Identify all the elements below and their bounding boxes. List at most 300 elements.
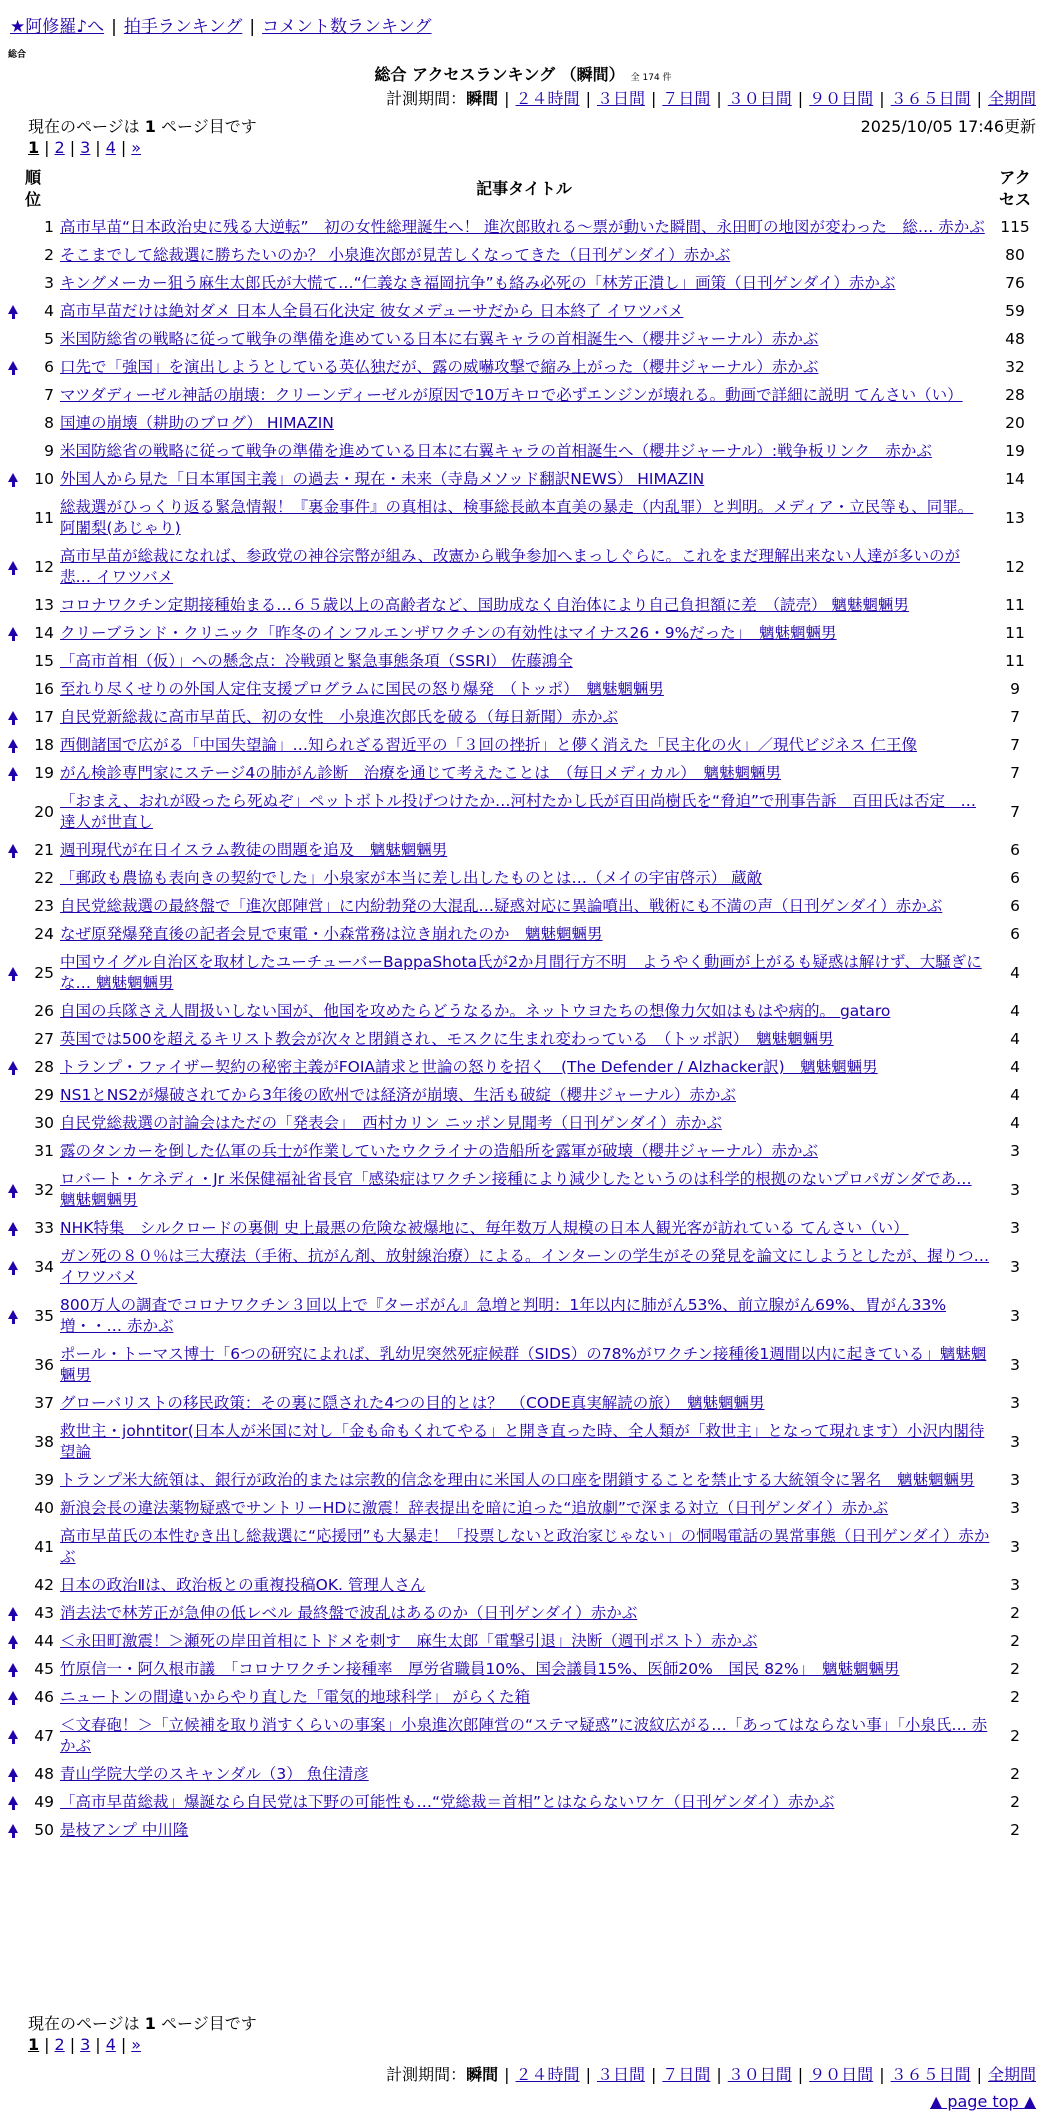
title-cell <box>58 543 990 592</box>
title-cell <box>58 760 990 788</box>
period-selector-top <box>386 86 1036 109</box>
rank-number: 8 <box>44 414 55 432</box>
rank-number: 5 <box>44 330 55 348</box>
separator: | <box>879 89 885 108</box>
period-link[interactable]: 全期間 <box>987 2065 1036 2084</box>
rank-change-cell <box>8 298 26 326</box>
title-cell <box>58 1026 990 1054</box>
page-title <box>0 62 1046 85</box>
up-arrow-icon <box>8 739 18 748</box>
table-row <box>8 410 1040 438</box>
title-cell <box>58 732 990 760</box>
article-link[interactable]: NHK特集 シルクロードの裏側 史上最悪の危険な被爆地に、毎年数万人規模の日本人観光客が訪れている てんさい（い） <box>60 1219 909 1237</box>
rank-number: 11 <box>34 508 55 527</box>
rank-change-cell <box>8 592 26 620</box>
rank-change-cell <box>8 1761 26 1789</box>
access-count: 115 <box>1000 218 1030 236</box>
access-count: 3 <box>1010 1355 1020 1374</box>
rank-number: 38 <box>34 1432 55 1451</box>
rank-number: 28 <box>34 1058 55 1076</box>
access-count: 2 <box>1010 1660 1020 1678</box>
article-link[interactable]: 是枝アンプ 中川隆 <box>60 1821 189 1839</box>
title-cell <box>58 494 990 543</box>
article-link[interactable]: コロナワクチン定期接種始まる…６５歳以上の高齢者など、国助成なく自治体により自己負担額に差 （読売） 魑魅魍魎男 <box>60 596 909 614</box>
table-row <box>8 326 1040 354</box>
rank-change-cell <box>8 676 26 704</box>
title-cell <box>58 865 990 893</box>
article-link[interactable]: がん検診専門家にステージ4の肺がん診断 治療を通じて考えたことは （毎日メディカル） 魑魅魍魎男 <box>60 764 782 782</box>
article-link[interactable]: 竹原信一・阿久根市議 「コロナワクチン接種率 厚労省職員10%、国会議員15%、医師20% 国民 82%」 魑魅魍魎男 <box>60 1660 900 1678</box>
separator: | <box>797 89 804 108</box>
comment-ranking-link[interactable]: コメント数ランキング <box>262 17 432 37</box>
rank-number: 1 <box>44 218 55 236</box>
rank-change-cell <box>8 1026 26 1054</box>
access-count: 3 <box>1010 1257 1020 1276</box>
rank-change-cell <box>8 1523 26 1572</box>
up-arrow-icon <box>8 627 18 636</box>
rank-change-cell <box>8 543 26 592</box>
up-arrow-icon <box>8 1730 18 1739</box>
table-row <box>8 1138 1040 1166</box>
separator: | <box>879 2065 885 2084</box>
access-count: 4 <box>1010 1002 1020 1020</box>
title-cell <box>58 998 990 1026</box>
table-row <box>8 704 1040 732</box>
rank-number: 23 <box>34 897 55 915</box>
rank-number: 31 <box>34 1142 55 1160</box>
rank-number: 39 <box>34 1471 55 1489</box>
rank-change-cell <box>8 270 26 298</box>
period-link[interactable]: 全期間 <box>987 89 1036 108</box>
rank-change-cell <box>8 1054 26 1082</box>
access-count: 76 <box>1005 274 1025 292</box>
period-link[interactable]: ７日間 <box>662 89 711 108</box>
up-arrow-icon <box>8 305 18 314</box>
table-row <box>8 1761 1040 1789</box>
access-count: 3 <box>1010 1394 1020 1412</box>
rank-number: 44 <box>34 1632 55 1650</box>
access-count: 7 <box>1010 708 1020 726</box>
title-cell <box>58 1684 990 1712</box>
rank-change-cell <box>8 410 26 438</box>
title-cell <box>58 949 990 998</box>
rank-change-cell <box>8 648 26 676</box>
page-top-link-container <box>930 2092 1036 2111</box>
period-selector-bottom <box>386 2062 1036 2085</box>
table-row <box>8 1110 1040 1138</box>
article-link[interactable]: そこまでして総裁選に勝ちたいのか？ 小泉進次郎が見苦しくなってきた（日刊ゲンダイ）赤かぶ <box>60 246 731 264</box>
rank-number: 27 <box>34 1030 55 1048</box>
table-row <box>8 760 1040 788</box>
access-count: 3 <box>1010 1180 1020 1199</box>
rank-change-cell <box>8 865 26 893</box>
separator: | <box>976 89 982 108</box>
rank-number: 6 <box>44 358 55 376</box>
article-link[interactable]: キングメーカー狙う麻生太郎氏が大慌て…“仁義なき福岡抗争”も絡み必死の「林芳正潰し」画策（日刊ゲンダイ）赤かぶ <box>60 274 896 292</box>
page-info-number: 1 <box>144 117 156 136</box>
rank-change-cell <box>8 921 26 949</box>
title-cell <box>58 704 990 732</box>
pager-next-link[interactable]: » <box>131 2035 142 2054</box>
rank-change-cell <box>8 214 26 242</box>
period-link[interactable]: ３０日間 <box>727 2065 792 2084</box>
access-count: 6 <box>1010 841 1020 859</box>
title-cell <box>58 1292 990 1341</box>
article-link[interactable]: 英国では500を超えるキリスト教会が次々と閉鎖され、モスクに生まれ変わっている （トッポ訳） 魑魅魍魎男 <box>60 1030 834 1048</box>
article-link[interactable]: 自国の兵隊さえ人間扱いしない国が、他国を攻めたらどうなるか。ネットウヨたちの想像力欠如はもはや病的。 gataro <box>60 1002 891 1020</box>
rank-number: 48 <box>34 1765 55 1783</box>
access-count: 11 <box>1005 596 1025 614</box>
rank-number: 30 <box>34 1114 55 1132</box>
rank-number: 24 <box>34 925 55 943</box>
rank-number: 2 <box>44 246 55 264</box>
rank-change-cell <box>8 438 26 466</box>
rank-number: 50 <box>34 1821 55 1839</box>
title-cell <box>58 298 990 326</box>
separator: | <box>716 2065 722 2084</box>
table-row <box>8 270 1040 298</box>
title-cell <box>58 1341 990 1390</box>
table-row <box>8 214 1040 242</box>
article-link[interactable]: 新浪会長の違法薬物疑惑でサントリーHDに激震！辞表提出を暗に迫った“追放劇”で深まる対立（日刊ゲンダイ）赤かぶ <box>60 1499 889 1517</box>
table-row <box>8 1215 1040 1243</box>
table-row <box>8 1082 1040 1110</box>
article-link[interactable]: クリーブランド・クリニック「昨冬のインフルエンザワクチンの有効性はマイナス26・9%だった」 魑魅魍魎男 <box>60 624 837 642</box>
rank-change-cell <box>8 1243 26 1292</box>
table-row <box>8 949 1040 998</box>
title-cell <box>58 326 990 354</box>
article-link[interactable]: 国連の崩壊（耕助のブログ） HIMAZIN <box>60 414 334 432</box>
period-link[interactable]: ３６５日間 <box>890 2065 971 2084</box>
article-link[interactable]: 総裁選がひっくり返る緊急情報！『裏金事件』の真相は、検事総長畝本直美の暴走（内乱罪）と判明。メディア・立民等も、同罪。 阿闍梨(あじゃり) <box>60 498 974 537</box>
access-count: 4 <box>1010 1114 1020 1132</box>
table-row <box>8 732 1040 760</box>
rank-number: 34 <box>34 1257 55 1276</box>
page-info-bottom <box>28 2011 257 2034</box>
up-arrow-icon <box>8 767 18 776</box>
pager-link[interactable]: 2 <box>54 2035 65 2054</box>
table-row <box>8 466 1040 494</box>
separator: | <box>650 2065 657 2084</box>
table-row <box>8 921 1040 949</box>
article-link[interactable]: トランプ・ファイザー契約の秘密主義がFOIA請求と世論の怒りを招く (The Defender / Alzhacker訳) 魑魅魍魎男 <box>60 1058 878 1076</box>
rank-number: 14 <box>34 624 55 642</box>
up-arrow-icon <box>8 361 18 370</box>
access-count: 2 <box>1010 1765 1020 1783</box>
article-link[interactable]: マツダディーゼル神話の崩壊：クリーンディーゼルが原因で10万キロで必ずエンジンが壊れる。動画で詳細に説明 てんさい（い） <box>60 386 963 404</box>
access-count: 4 <box>1010 963 1020 982</box>
top-navigation <box>10 12 432 37</box>
period-link[interactable]: ３日間 <box>596 2065 645 2084</box>
rank-change-cell <box>8 620 26 648</box>
table-row <box>8 837 1040 865</box>
access-count: 4 <box>1010 1058 1020 1076</box>
separator: | <box>44 138 50 157</box>
pager-link[interactable]: 4 <box>105 138 116 157</box>
article-link[interactable]: 高市早苗が総裁になれば、参政党の神谷宗幣が組み、改憲から戦争参加へまっしぐらに。これをまだ理解出来ない人達が多いのが悲… イワツバメ <box>60 547 960 586</box>
pager-link[interactable]: 3 <box>80 138 91 157</box>
title-cell <box>58 893 990 921</box>
rank-change-cell <box>8 1467 26 1495</box>
article-link[interactable]: ニュートンの間違いからやり直した「電気的地球科学」 がらくた箱 <box>60 1688 530 1706</box>
article-link[interactable]: 救世主・johntitor(日本人が米国に対し「金も命もくれてやる」と開き直った時、全人類が「救世主」となって現れます）小沢内閣待望論 <box>60 1422 985 1461</box>
rank-change-cell <box>8 788 26 837</box>
article-link[interactable]: 高市早苗だけは絶対ダメ 日本人全員石化決定 彼女メデューサだから 日本終了 イワツバメ <box>60 302 684 320</box>
pager-current: 1 <box>28 2035 40 2054</box>
article-link[interactable]: 「高市早苗総裁」爆誕なら自民党は下野の可能性も…“党総裁＝首相”とはならないワケ（日刊ゲンダイ）赤かぶ <box>60 1793 835 1811</box>
pager-link[interactable]: 3 <box>80 2035 91 2054</box>
access-count: 7 <box>1010 736 1020 754</box>
up-arrow-icon <box>8 967 18 976</box>
article-link[interactable]: 口先で「強国」を演出しようとしている英仏独だが、露の威嚇攻撃で縮み上がった（櫻井ジャーナル）赤かぶ <box>60 358 819 376</box>
table-row <box>8 298 1040 326</box>
period-link[interactable]: ７日間 <box>662 2065 711 2084</box>
article-link[interactable]: 日本の政治Ⅱは、政治板との重複投稿OK. 管理人さん <box>60 1576 426 1594</box>
rank-change-cell <box>8 1110 26 1138</box>
access-count: 19 <box>1005 442 1025 460</box>
table-row <box>8 242 1040 270</box>
article-link[interactable]: 自民党総裁選の最終盤で「進次郎陣営」に内紛勃発の大混乱…疑惑対応に異論噴出、戦術にも不満の声（日刊ゲンダイ）赤かぶ <box>60 897 943 915</box>
separator: | <box>120 138 127 157</box>
access-count: 3 <box>1010 1537 1020 1556</box>
access-count: 48 <box>1005 330 1025 348</box>
article-link[interactable]: NS1とNS2が爆破されてから3年後の欧州では経済が崩壊、生活も破綻（櫻井ジャーナル）赤かぶ <box>60 1086 736 1104</box>
rank-change-cell <box>8 494 26 543</box>
rank-number: 32 <box>34 1180 55 1199</box>
access-count: 2 <box>1010 1726 1020 1745</box>
table-row <box>8 620 1040 648</box>
access-count: 80 <box>1005 246 1025 264</box>
access-count: 13 <box>1005 508 1025 527</box>
rank-change-cell <box>8 1628 26 1656</box>
page-info-number: 1 <box>144 2014 156 2033</box>
rank-number: 16 <box>34 680 55 698</box>
article-link[interactable]: ポール・トーマス博士「6つの研究によれば、乳幼児突然死症候群（SIDS）の78%がワクチン接種後1週間以内に起きている」魑魅魍魎男 <box>60 1345 987 1384</box>
title-cell <box>58 466 990 494</box>
article-link[interactable]: 西側諸国で広がる「中国失望論」…知られざる習近平の「３回の挫折」と儚く消えた「民主化の火」／現代ビジネス 仁王像 <box>60 736 917 754</box>
rank-number: 33 <box>34 1219 55 1237</box>
article-link[interactable]: 自民党総裁選の討論会はただの「発表会」 西村カリン ニッポン見聞考（日刊ゲンダイ）赤かぶ <box>60 1114 722 1132</box>
article-link[interactable]: 800万人の調査でコロナワクチン３回以上で『ターボがん』急増と判明：1年以内に肺がん53%、前立腺がん69%、胃がん33%増・・… 赤かぶ <box>60 1296 947 1335</box>
title-cell <box>58 1166 990 1215</box>
access-count: 11 <box>1005 624 1025 642</box>
article-link[interactable]: 週刊現代が在日イスラム教徒の問題を追及 魑魅魍魎男 <box>60 841 448 859</box>
separator: | <box>585 89 591 108</box>
access-count: 32 <box>1005 358 1025 376</box>
page-info-suffix: ページ目です <box>155 117 257 136</box>
pager-next-link[interactable]: » <box>131 138 142 157</box>
period-link[interactable]: ９０日間 <box>809 2065 874 2084</box>
total-count: 全 174 件 <box>630 73 672 83</box>
applause-ranking-link[interactable]: 拍手ランキング <box>123 17 243 37</box>
title-cell <box>58 382 990 410</box>
period-current: 瞬間 <box>466 89 499 108</box>
page-top-link[interactable]: ▲ page top ▲ <box>929 2092 1036 2111</box>
title-cell <box>58 1243 990 1292</box>
rank-number: 17 <box>34 708 55 726</box>
page-info-top <box>28 114 257 137</box>
rank-change-cell <box>8 1341 26 1390</box>
title-cell <box>58 214 990 242</box>
rank-change-cell <box>8 1138 26 1166</box>
article-link[interactable]: 自民党新総裁に高市早苗氏、初の女性 小泉進次郎氏を破る（毎日新聞）赤かぶ <box>60 708 619 726</box>
rank-change-cell <box>8 1789 26 1817</box>
article-link[interactable]: なぜ原発爆発直後の記者会見で東電・小森常務は泣き崩れたのか 魑魅魍魎男 <box>60 925 603 943</box>
rank-number: 26 <box>34 1002 55 1020</box>
rank-number: 29 <box>34 1086 55 1104</box>
article-link[interactable]: 中国ウイグル自治区を取材したユーチューバーBappaShota氏が2か月間行方不明 ようやく動画が上がるも疑惑は解けず、大騒ぎにな… 魑魅魍魎男 <box>60 953 982 992</box>
article-link[interactable]: トランプ米大統領は、銀行が政治的または宗教的信念を理由に米国人の口座を閉鎖することを禁止する大統領令に署名 魑魅魍魎男 <box>60 1471 975 1489</box>
rank-number: 40 <box>34 1499 55 1517</box>
up-arrow-icon <box>8 1635 18 1644</box>
rank-number: 25 <box>34 963 55 982</box>
table-row <box>8 543 1040 592</box>
separator: | <box>69 138 76 157</box>
rank-change-cell <box>8 760 26 788</box>
article-link[interactable]: 「郵政も農協も表向きの契約でした」小泉家が本当に差し出したものとは…（メイの宇宙啓示） 蔵敵 <box>60 869 763 887</box>
up-arrow-icon <box>8 1222 18 1231</box>
period-link[interactable]: ９０日間 <box>809 89 874 108</box>
article-link[interactable]: 高市早苗氏の本性むき出し総裁選に“応援団”も大暴走！「投票しないと政治家じゃない」の恫喝電話の異常事態（日刊ゲンダイ）赤かぶ <box>60 1527 990 1566</box>
up-arrow-icon <box>8 1061 18 1070</box>
rank-number: 13 <box>34 596 55 614</box>
access-count: 3 <box>1010 1306 1020 1325</box>
table-row <box>8 1789 1040 1817</box>
rank-number: 42 <box>34 1576 55 1594</box>
access-count: 4 <box>1010 1030 1020 1048</box>
separator: | <box>111 17 117 37</box>
rank-number: 36 <box>34 1355 55 1374</box>
article-link[interactable]: ガン死の８０％は三大療法（手術、抗がん剤、放射線治療）による。インターンの学生がその発見を論文にしようとしたが、握りつ… イワツバメ <box>60 1247 990 1286</box>
period-link[interactable]: ２４時間 <box>515 89 580 108</box>
rank-number: 4 <box>44 302 55 320</box>
separator: | <box>504 89 510 108</box>
separator: | <box>249 17 256 37</box>
article-link[interactable]: グローバリストの移民政策：その裏に隠された4つの目的とは？ （CODE真実解読の旅） 魑魅魍魎男 <box>60 1394 765 1412</box>
title-cell <box>58 1523 990 1572</box>
title-cell <box>58 1215 990 1243</box>
separator: | <box>69 2035 76 2054</box>
period-link[interactable]: ２４時間 <box>515 2065 580 2084</box>
article-link[interactable]: ロバート・ケネディ・Jr 米保健福祉省長官「感染症はワクチン接種により減少したというのは科学的根拠のないプロパガンダであ… 魑魅魍魎男 <box>60 1170 972 1209</box>
title-cell <box>58 1467 990 1495</box>
rank-number: 20 <box>34 802 55 821</box>
access-count: 3 <box>1010 1576 1020 1594</box>
rank-change-cell <box>8 1166 26 1215</box>
up-arrow-icon <box>8 844 18 853</box>
article-link[interactable]: 「高市首相（仮）」への懸念点：冷戦頭と緊急事態条項（SSRI） 佐藤鴻全 <box>60 652 573 670</box>
table-row <box>8 893 1040 921</box>
title-cell <box>58 1138 990 1166</box>
title-cell <box>58 1712 990 1761</box>
rank-change-cell <box>8 1656 26 1684</box>
title-cell <box>58 620 990 648</box>
article-link[interactable]: 青山学院大学のスキャンダル（3） 魚住清彦 <box>60 1765 369 1783</box>
title-cell <box>58 1054 990 1082</box>
period-link[interactable]: ３０日間 <box>727 89 792 108</box>
table-row <box>8 1467 1040 1495</box>
article-link[interactable]: ＜永田町激震！＞瀬死の岸田首相にトドメを刺す 麻生太郎「電撃引退」決断（週刊ポスト）赤かぶ <box>60 1632 758 1650</box>
separator: | <box>120 2035 127 2054</box>
up-arrow-icon <box>8 1796 18 1805</box>
rank-change-cell <box>8 837 26 865</box>
separator: | <box>95 138 101 157</box>
article-link[interactable]: ＜文春砲！＞「立候補を取り消すくらいの事案」小泉進次郎陣営の“ステマ疑惑”に波紋広がる…「あってはならない事」「小泉氏… 赤かぶ <box>60 1716 988 1755</box>
article-link[interactable]: 「おまえ、おれが殴ったら死ぬぞ」ペットボトル投げつけたか…河村たかし氏が百田尚樹氏を“脅迫”で刑事告訴 百田氏は否定 … 達人が世直し <box>60 792 977 831</box>
article-link[interactable]: 露のタンカーを倒した仏軍の兵士が作業していたウクライナの造船所を露軍が破壊（櫻井ジャーナル）赤かぶ <box>60 1142 818 1160</box>
access-count: 6 <box>1010 897 1020 915</box>
rank-change-cell <box>8 1684 26 1712</box>
ranking-title: 総合 アクセスランキング （瞬間） <box>374 65 625 84</box>
table-row <box>8 1656 1040 1684</box>
access-count: 14 <box>1005 470 1025 488</box>
title-cell <box>58 354 990 382</box>
title-cell <box>58 1656 990 1684</box>
up-arrow-icon <box>8 561 18 570</box>
asyura-home-link[interactable]: ★阿修羅♪へ <box>10 17 105 37</box>
access-count: 11 <box>1005 652 1025 670</box>
period-current: 瞬間 <box>466 2065 499 2084</box>
access-count: 28 <box>1005 386 1025 404</box>
up-arrow-icon <box>8 1663 18 1672</box>
access-count: 4 <box>1010 1086 1020 1104</box>
period-link[interactable]: ３日間 <box>596 89 645 108</box>
pager-link[interactable]: 2 <box>54 138 65 157</box>
article-link[interactable]: 米国防総省の戦略に従って戦争の準備を進めている日本に右翼キャラの首相誕生へ（櫻井ジャーナル）赤かぶ <box>60 330 819 348</box>
rank-number: 35 <box>34 1306 55 1325</box>
title-cell <box>58 648 990 676</box>
article-link[interactable]: 高市早苗“日本政治史に残る大逆転” 初の女性総理誕生へ！ 進次郎敗れる～票が動いた瞬間、永田町の地図が変わった 総… 赤かぶ <box>60 218 985 236</box>
title-cell <box>58 1628 990 1656</box>
table-row <box>8 1341 1040 1390</box>
article-link[interactable]: 至れり尽くせりの外国人定住支援プログラムに国民の怒り爆発 （トッポ） 魑魅魍魎男 <box>60 680 664 698</box>
rank-number: 10 <box>34 470 55 488</box>
access-count: 2 <box>1010 1632 1020 1650</box>
pager-link[interactable]: 4 <box>105 2035 116 2054</box>
rank-change-cell <box>8 1495 26 1523</box>
article-link[interactable]: 米国防総省の戦略に従って戦争の準備を進めている日本に右翼キャラの首相誕生へ（櫻井ジャーナル）:戦争板リンク 赤かぶ <box>60 442 932 460</box>
access-count: 20 <box>1005 414 1025 432</box>
up-arrow-icon <box>8 1184 18 1193</box>
rank-number: 47 <box>34 1726 55 1745</box>
access-count: 2 <box>1010 1793 1020 1811</box>
rank-change-cell <box>8 1572 26 1600</box>
article-link[interactable]: 外国人から見た「日本軍国主義」の過去・現在・未来（寺島メソッド翻訳NEWS） HIMAZIN <box>60 470 705 488</box>
access-count: 12 <box>1005 557 1025 576</box>
rank-change-cell <box>8 326 26 354</box>
rank-change-cell <box>8 242 26 270</box>
rank-number: 49 <box>34 1793 55 1811</box>
rank-change-cell <box>8 354 26 382</box>
title-cell <box>58 921 990 949</box>
access-count: 3 <box>1010 1471 1020 1489</box>
separator: | <box>585 2065 591 2084</box>
title-cell <box>58 410 990 438</box>
table-row <box>8 865 1040 893</box>
table-row <box>8 1684 1040 1712</box>
table-row <box>8 494 1040 543</box>
access-count: 7 <box>1010 802 1020 821</box>
title-cell <box>58 788 990 837</box>
access-count: 3 <box>1010 1142 1020 1160</box>
table-row <box>8 998 1040 1026</box>
rank-number: 21 <box>34 841 55 859</box>
article-link[interactable]: 消去法で林芳正が急伸の低レベル 最終盤で波乱はあるのか（日刊ゲンダイ）赤かぶ <box>60 1604 638 1622</box>
up-arrow-icon <box>8 1310 18 1319</box>
rank-number: 46 <box>34 1688 55 1706</box>
pager-top <box>28 138 141 157</box>
period-link[interactable]: ３６５日間 <box>890 89 971 108</box>
